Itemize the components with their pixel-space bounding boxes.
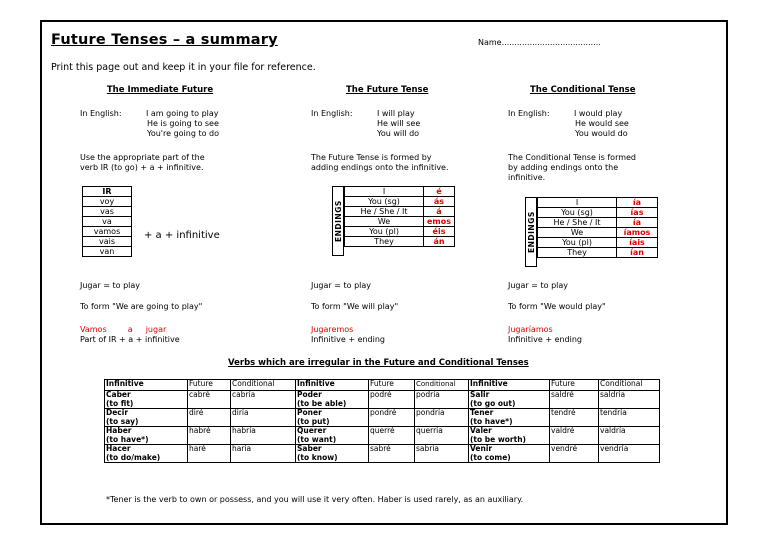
conditional-cell: saldría <box>599 391 660 409</box>
infinitive: Salir <box>470 390 490 399</box>
in-english-label: In English: <box>508 109 550 118</box>
future-cell: haré <box>188 445 231 463</box>
conditional-cell: querría <box>415 427 469 445</box>
answer-word: Vamos <box>80 325 107 334</box>
conditional-cell: valdría <box>599 427 660 445</box>
worksheet-page <box>40 20 728 525</box>
infinitive-cell <box>469 391 550 409</box>
infinitive-cell <box>469 427 550 445</box>
meaning: (to put) <box>297 416 330 426</box>
conditional-cell: cabría <box>231 391 296 409</box>
example-line: You would do <box>575 129 628 138</box>
conditional-cell: vendría <box>599 445 660 463</box>
explain-line: by adding endings onto the <box>508 163 619 172</box>
example-line: You're going to do <box>147 129 219 138</box>
future-cell: podré <box>369 391 415 409</box>
subject-cell: We <box>345 217 424 227</box>
future-cell: tendré <box>550 409 599 427</box>
ending-cell: á <box>424 207 455 217</box>
meaning: (to say) <box>106 416 139 426</box>
subject-cell: They <box>345 237 424 247</box>
intro-text: Print this page out and keep it in your file for reference. <box>51 62 316 73</box>
subject-cell: I <box>345 187 424 197</box>
infinitive: Haber <box>106 426 132 435</box>
ending-cell: éis <box>424 227 455 237</box>
example-line: You will do <box>377 129 420 138</box>
header-cell: Infinitive <box>105 380 188 391</box>
answer-line <box>80 325 166 335</box>
immediate-future-heading: The Immediate Future <box>106 85 214 95</box>
table-row <box>105 427 660 445</box>
answer-word: a <box>127 325 133 334</box>
ending-cell: íamos <box>617 228 658 238</box>
header-cell: Infinitive <box>469 380 550 391</box>
ir-form: van <box>83 247 132 257</box>
subject-cell: He / She / It <box>345 207 424 217</box>
conditional-cell: tendría <box>599 409 660 427</box>
subject-cell: I <box>538 198 617 208</box>
infinitive: Decir <box>106 408 129 417</box>
conditional-cell: podría <box>415 391 469 409</box>
answer-note: Infinitive + ending <box>311 335 386 344</box>
infinitive-cell <box>296 445 369 463</box>
jugar-line: Jugar = to play <box>80 281 140 290</box>
irregular-verbs-title: Verbs which are irregular in the Future and Conditional Tenses <box>228 358 529 368</box>
future-cell: querré <box>369 427 415 445</box>
subject-cell: They <box>538 248 617 258</box>
ending-cell: án <box>424 237 455 247</box>
header-cell: Conditional <box>231 380 296 391</box>
future-endings-table <box>344 186 455 247</box>
ir-conjugation-table <box>82 186 132 257</box>
infinitive: Saber <box>297 444 322 453</box>
jugar-line: Jugar = to play <box>508 281 568 290</box>
explain-line: verb IR (to go) + a + infinitive. <box>80 163 204 172</box>
table-row <box>105 445 660 463</box>
infinitive-cell <box>105 427 188 445</box>
table-header-row <box>105 380 660 391</box>
conditional-cell: sabría <box>415 445 469 463</box>
ir-form: vas <box>83 207 132 217</box>
future-tense-heading: The Future Tense <box>346 85 429 95</box>
ending-cell: ás <box>424 197 455 207</box>
header-cell: Future <box>188 380 231 391</box>
conditional-tense-heading: The Conditional Tense <box>530 85 636 95</box>
ending-cell: é <box>424 187 455 197</box>
infinitive-cell <box>296 391 369 409</box>
ending-cell: ía <box>617 198 658 208</box>
infinitive: Tener <box>470 408 494 417</box>
explain-line: Use the appropriate part of the <box>80 153 205 162</box>
meaning: (to be able) <box>297 398 347 408</box>
conditional-cell: diría <box>231 409 296 427</box>
conditional-tense-section <box>508 85 698 344</box>
infinitive: Querer <box>297 426 327 435</box>
ir-form: vamos <box>83 227 132 237</box>
table-row <box>105 391 660 409</box>
example-line: I am going to play <box>146 109 219 118</box>
meaning: (to know) <box>297 452 338 462</box>
infinitive: Venir <box>470 444 493 453</box>
endings-side-label: ENDINGS <box>525 197 537 267</box>
header-cell: Conditional <box>415 380 469 391</box>
infinitive-cell <box>105 445 188 463</box>
future-cell: saldré <box>550 391 599 409</box>
future-cell: valdré <box>550 427 599 445</box>
example-line: I will play <box>377 109 415 118</box>
future-tense-section <box>311 85 481 344</box>
infinitive: Poder <box>297 390 322 399</box>
infinitive-cell <box>296 409 369 427</box>
infinitive: Caber <box>106 390 131 399</box>
future-cell: cabré <box>188 391 231 409</box>
header-cell: Future <box>550 380 599 391</box>
conditional-endings-table <box>537 197 658 258</box>
future-cell: diré <box>188 409 231 427</box>
to-form-line: To form "We are going to play" <box>80 302 203 311</box>
ending-cell: emos <box>424 217 455 227</box>
ending-cell: íais <box>617 238 658 248</box>
infinitive-cell <box>469 409 550 427</box>
explain-line: The Conditional Tense is formed <box>508 153 637 162</box>
answer-word: Jugaríamos <box>508 325 553 334</box>
conditional-cell: habría <box>231 427 296 445</box>
explain-line: The Future Tense is formed by <box>311 153 432 162</box>
explain-line: adding endings onto the infinitive. <box>311 163 449 172</box>
example-line: I would play <box>574 109 623 118</box>
subject-cell: We <box>538 228 617 238</box>
answer-word: Jugaremos <box>311 325 354 334</box>
meaning: (to have*) <box>470 416 513 426</box>
in-english-label: In English: <box>311 109 353 118</box>
example-line: He would see <box>575 119 629 128</box>
answer-note: Infinitive + ending <box>508 335 583 344</box>
jugar-line: Jugar = to play <box>311 281 371 290</box>
endings-side-label: ENDINGS <box>332 186 344 256</box>
name-field: Name....................................... <box>478 38 601 47</box>
footnote: *Tener is the verb to own or possess, and you will use it very often. Haber is used rarely, as an auxiliary. <box>106 495 524 504</box>
subject-cell: You (sg) <box>538 208 617 218</box>
ending-cell: ías <box>617 208 658 218</box>
table-row <box>105 409 660 427</box>
infinitive-cell <box>469 445 550 463</box>
explain-line: infinitive. <box>508 173 546 182</box>
in-english-label: In English: <box>80 109 122 118</box>
infinitive: Poner <box>297 408 322 417</box>
future-cell: habré <box>188 427 231 445</box>
to-form-line: To form "We would play" <box>508 302 606 311</box>
answer-note: Part of IR + a + infinitive <box>80 335 180 344</box>
plus-infinitive: + a + infinitive <box>144 230 220 241</box>
future-cell: pondré <box>369 409 415 427</box>
infinitive-cell <box>105 391 188 409</box>
example-line: He will see <box>377 119 421 128</box>
conditional-cell: pondría <box>415 409 469 427</box>
header-cell: Infinitive <box>296 380 369 391</box>
page-title: Future Tenses – a summary <box>51 32 278 48</box>
future-cell: sabré <box>369 445 415 463</box>
infinitive-cell <box>105 409 188 427</box>
to-form-line: To form "We will play" <box>311 302 399 311</box>
conditional-cell: haría <box>231 445 296 463</box>
infinitive: Valer <box>470 426 492 435</box>
ending-cell: ía <box>617 218 658 228</box>
subject-cell: You (sg) <box>345 197 424 207</box>
subject-cell: You (pl) <box>538 238 617 248</box>
irregular-verbs-table <box>104 379 660 463</box>
meaning: (to fit) <box>106 398 134 408</box>
infinitive-cell <box>296 427 369 445</box>
future-cell: vendré <box>550 445 599 463</box>
infinitive: Hacer <box>106 444 131 453</box>
ir-form: voy <box>83 197 132 207</box>
meaning: (to come) <box>470 452 511 462</box>
example-line: He is going to see <box>147 119 219 128</box>
subject-cell: You (pl) <box>345 227 424 237</box>
meaning: (to have*) <box>106 434 149 444</box>
meaning: (to want) <box>297 434 337 444</box>
ir-header: IR <box>83 187 132 197</box>
header-cell: Conditional <box>599 380 660 391</box>
meaning: (to be worth) <box>470 434 526 444</box>
immediate-future-section <box>80 85 240 344</box>
meaning: (to do/make) <box>106 452 161 462</box>
ending-cell: ían <box>617 248 658 258</box>
answer-word: jugar <box>145 325 167 334</box>
subject-cell: He / She / It <box>538 218 617 228</box>
meaning: (to go out) <box>470 398 516 408</box>
ir-form: va <box>83 217 132 227</box>
ir-form: vais <box>83 237 132 247</box>
header-cell: Future <box>369 380 415 391</box>
